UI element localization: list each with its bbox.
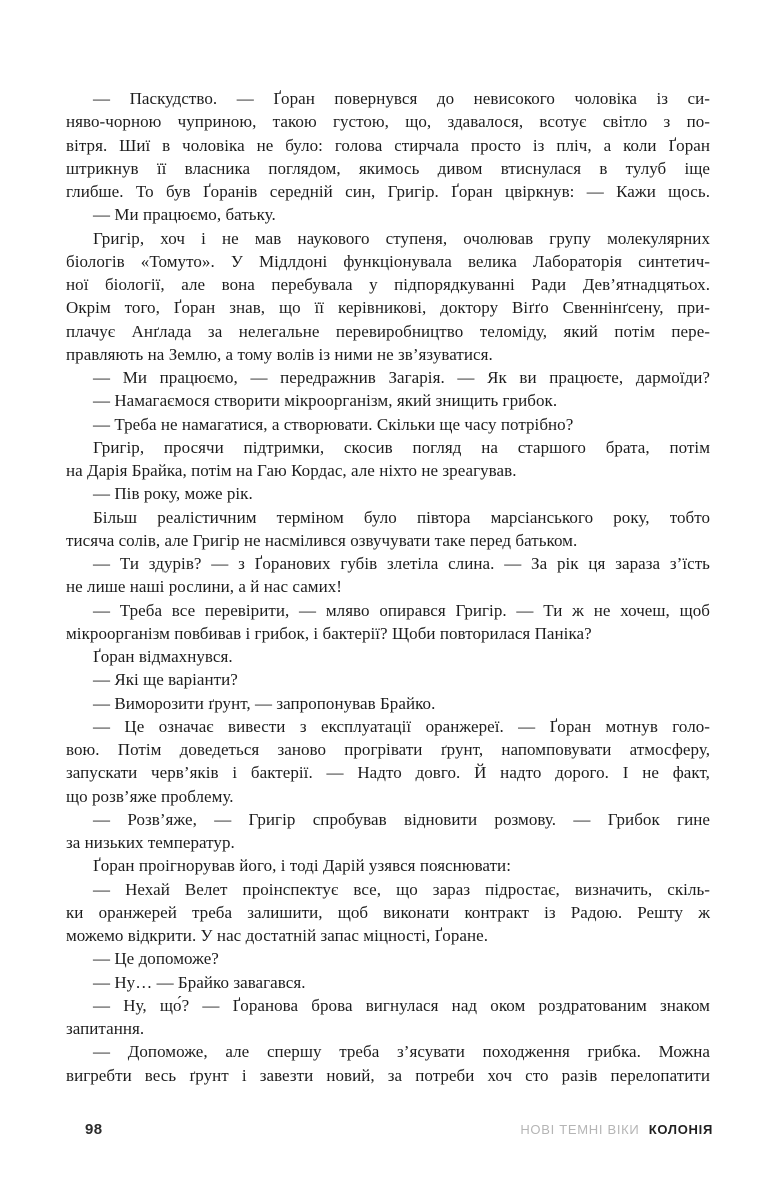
text-line: мікроорганізм повбивав і грибок, і бактерії? Щоби повторилася Паніка? [66, 623, 592, 643]
text-line: — Ну, що́? — Ґоранова брова вигнулася над оком роздратованим знаком [93, 995, 710, 1015]
running-footer [520, 1122, 713, 1137]
text-line: що розв’яже проблему. [66, 786, 234, 806]
page-footer [0, 1121, 766, 1138]
text-line: — Які ще варіанти? [93, 670, 238, 690]
text-line: за низьких температур. [66, 833, 235, 852]
book-title: КОЛОНІЯ [648, 1122, 713, 1137]
text-line: глибше. То був Ґоранів середній син, Григір. Ґоран цвіркнув: — Кажи щось. [66, 182, 710, 201]
text-line: — Виморозити ґрунт, — запропонував Брайко. [93, 693, 436, 713]
text-line: Більш реалістичним терміном було півтора марсіанського року, тобто [93, 507, 710, 527]
text-line: Ґоран відмахнувся. [93, 647, 233, 666]
series-title: НОВІ ТЕМНІ ВІКИ [520, 1122, 640, 1137]
text-line: запитання. [66, 1019, 145, 1038]
page-number: 98 [85, 1121, 103, 1138]
text-line: Григір, хоч і не мав наукового ступеня, очолював групу молекулярних [93, 228, 710, 248]
text-line: можемо відкрити. У нас достатній запас міцності, Ґоране. [66, 926, 489, 945]
text-line: — Паскудство. — Ґоран повернувся до невисокого чоловіка із си- [93, 89, 710, 108]
text-line: правляють на Землю, а тому волів із ними не зв’язуватися. [66, 344, 493, 364]
text-line: — Треба не намагатися, а створювати. Скільки ще часу потрібно? [93, 414, 574, 434]
text-line: няво-чорною чуприною, такою густою, що, здавалося, всотує світло з по- [66, 112, 710, 132]
text-line: на Дарія Брайка, потім на Гаю Кордас, але ніхто не зреагував. [66, 461, 517, 480]
text-line: — Допоможе, але спершу треба з’ясувати походження грибка. Можна [93, 1042, 710, 1062]
text-line: Ґоран проігнорував його, і тоді Дарій узявся пояснювати: [93, 856, 511, 876]
text-line: вигребти весь ґрунт і завезти новий, за потреби хоч сто разів перелопатити [66, 1065, 710, 1085]
text-line: — Пів року, може рік. [93, 484, 253, 504]
text-line: ної біології, але вона перебувала у підпорядкуванні Ради Дев’ятнадцятьох. [66, 275, 710, 294]
text-line: запускати черв’яків і бактерії. — Надто довго. Й надто дорого. І не факт, [66, 763, 710, 783]
body-text [66, 87, 710, 1087]
text-line: біологів «Томуто». У Мідлдоні функціонувала велика Лабораторія синтетич- [66, 251, 710, 271]
text-line: — Ми працюємо, батьку. [93, 205, 276, 225]
text-line: тисяча солів, але Григір не насмілився озвучувати таке перед батьком. [66, 530, 578, 550]
text-line: — Ми працюємо, — передражнив Загарія. — Як ви працюєте, дармоїди? [93, 368, 710, 387]
text-line: — Розв’яже, — Григір спробував відновити розмову. — Грибок гине [93, 809, 710, 829]
text-line: ки оранжерей треба залишити, щоб виконати контракт із Радою. Решту ж [66, 902, 710, 922]
text-line: — Треба все перевірити, — мляво опирався Григір. — Ти ж не хочеш, щоб [93, 600, 710, 620]
text-line: вітря. Шиї в чоловіка не було: голова стирчала просто із пліч, а коли Ґоран [66, 135, 710, 155]
text-line: Григір, просячи підтримки, скосив погляд на старшого брата, потім [93, 437, 710, 457]
text-line: — Намагаємося створити мікроорганізм, який знищить грибок. [93, 391, 558, 411]
text-line: — Це означає вивести з експлуатації оранжереї. — Ґоран мотнув голо- [93, 716, 710, 736]
text-line: Окрім того, Ґоран знав, що її керівникові, доктору Віґґо Свеннінґсену, при- [66, 298, 710, 318]
text-line: плачує Анґлада за нелегальне перевиробництво теломіду, який потім пере- [66, 321, 710, 341]
text-line: — Це допоможе? [93, 949, 219, 969]
text-line: не лише наші рослини, а й нас самих! [66, 577, 343, 597]
text-line: штрикнув її власника поглядом, якимось дивом втиснулася в тулуб іще [66, 158, 710, 178]
text-line: — Ну… — Брайко завагався. [93, 972, 306, 992]
text-line: вою. Потім доведеться заново прогрівати ґрунт, напомповувати атмосферу, [66, 740, 710, 759]
text-line: — Ти здурів? — з Ґоранових губів злетіла слина. — За рік ця зараза з’їсть [93, 554, 710, 573]
text-line: — Нехай Велет проінспектує все, що зараз підростає, визначить, скіль- [93, 879, 710, 899]
